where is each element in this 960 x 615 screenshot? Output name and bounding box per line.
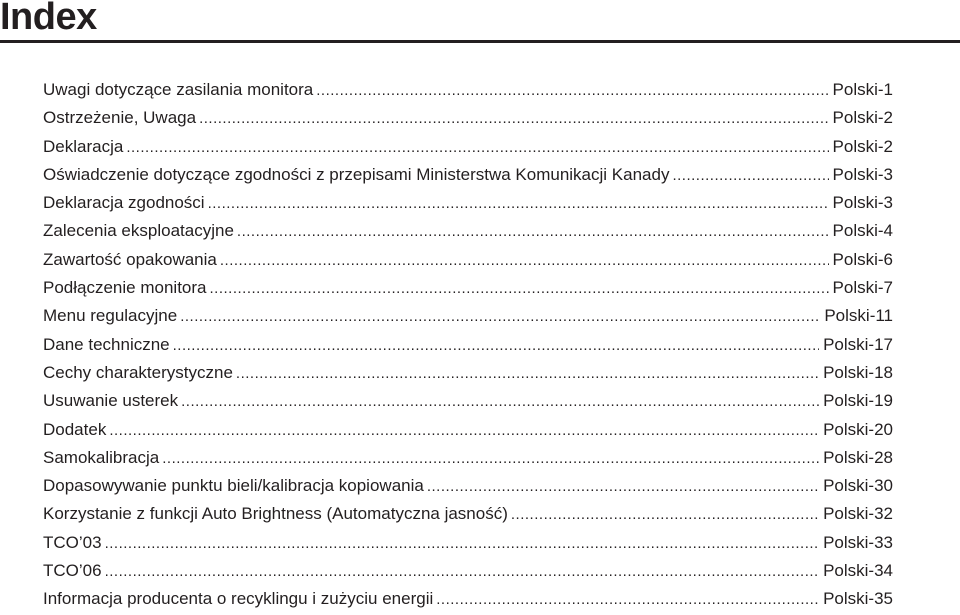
dot-leader <box>173 332 819 360</box>
toc-entry-label: Zalecenia eksploatacyjne <box>43 221 234 241</box>
toc-entry[interactable] <box>43 557 893 585</box>
table-of-contents <box>43 76 893 614</box>
toc-entry-label: Samokalibracja <box>43 447 160 467</box>
dot-leader <box>220 247 829 275</box>
toc-entry[interactable] <box>43 217 893 245</box>
toc-entry[interactable] <box>43 331 893 359</box>
toc-entry-label: Zawartość opakowania <box>43 249 217 269</box>
toc-entry-page: Polski-18 <box>823 362 893 382</box>
toc-entry-page: Polski-20 <box>823 419 893 439</box>
toc-entry-label: Korzystanie z funkcji Auto Brightness (Automatyczna jasność) <box>43 504 508 524</box>
dot-leader <box>316 77 828 105</box>
toc-entry-page: Polski-3 <box>832 164 893 184</box>
toc-entry[interactable] <box>43 500 893 528</box>
dot-leader <box>236 360 819 388</box>
toc-entry[interactable] <box>43 585 893 613</box>
dot-leader <box>199 105 828 133</box>
toc-entry-page: Polski-28 <box>823 447 893 467</box>
toc-entry-page: Polski-19 <box>823 391 893 411</box>
toc-entry-page: Polski-6 <box>832 249 893 269</box>
toc-entry[interactable] <box>43 444 893 472</box>
dot-leader <box>672 162 828 190</box>
toc-entry-label: Dopasowywanie punktu bieli/kalibracja kopiowania <box>43 476 424 496</box>
toc-entry-page: Polski-1 <box>832 80 893 99</box>
toc-entry-page: Polski-33 <box>823 532 893 552</box>
toc-entry-label: Dodatek <box>43 419 107 439</box>
toc-entry-page: Polski-2 <box>832 136 893 156</box>
toc-entry-label: TCO’06 <box>43 561 102 581</box>
toc-entry-label: Cechy charakterystyczne <box>43 362 233 382</box>
page-title: Index <box>0 0 97 38</box>
dot-leader <box>427 473 819 501</box>
toc-entry[interactable] <box>43 359 893 387</box>
toc-entry-page: Polski-17 <box>823 334 893 354</box>
toc-entry-label: Ostrzeżenie, Uwaga <box>43 108 197 128</box>
dot-leader <box>511 501 819 529</box>
toc-entry[interactable] <box>43 529 893 557</box>
toc-entry[interactable] <box>43 302 893 330</box>
toc-entry[interactable] <box>43 274 893 302</box>
toc-entry-page: Polski-11 <box>824 306 893 326</box>
dot-leader <box>105 530 820 558</box>
toc-entry-page: Polski-35 <box>823 589 893 609</box>
dot-leader <box>126 134 828 162</box>
toc-entry-page: Polski-34 <box>823 561 893 581</box>
dot-leader <box>208 190 829 218</box>
toc-entry[interactable] <box>43 472 893 500</box>
dot-leader <box>180 303 820 331</box>
toc-entry-label: Menu regulacyjne <box>43 306 178 326</box>
dot-leader <box>209 275 828 303</box>
toc-entry[interactable] <box>43 76 893 104</box>
toc-entry-label: Deklaracja <box>43 136 124 156</box>
title-divider <box>0 40 960 43</box>
toc-entry-page: Polski-2 <box>832 108 893 128</box>
toc-entry[interactable] <box>43 161 893 189</box>
toc-entry-page: Polski-4 <box>832 221 893 241</box>
toc-entry-label: Informacja producenta o recyklingu i zużyciu energii <box>43 589 434 609</box>
toc-entry[interactable] <box>43 246 893 274</box>
toc-entry[interactable] <box>43 133 893 161</box>
toc-entry-label: Dane techniczne <box>43 334 170 354</box>
toc-entry-label: Uwagi dotyczące zasilania monitora <box>43 80 314 99</box>
dot-leader <box>109 417 819 445</box>
toc-entry-label: TCO’03 <box>43 532 102 552</box>
toc-entry-label: Deklaracja zgodności <box>43 193 205 213</box>
toc-entry[interactable] <box>43 189 893 217</box>
toc-entry[interactable] <box>43 387 893 415</box>
toc-entry-label: Usuwanie usterek <box>43 391 179 411</box>
toc-entry-label: Oświadczenie dotyczące zgodności z przepisami Ministerstwa Komunikacji Kanady <box>43 164 670 184</box>
dot-leader <box>162 445 819 473</box>
dot-leader <box>181 388 819 416</box>
toc-entry-page: Polski-32 <box>823 504 893 524</box>
toc-entry-page: Polski-7 <box>832 278 893 298</box>
toc-entry[interactable] <box>43 104 893 132</box>
toc-entry-page: Polski-30 <box>823 476 893 496</box>
toc-entry-label: Podłączenie monitora <box>43 278 207 298</box>
toc-entry-page: Polski-3 <box>832 193 893 213</box>
dot-leader <box>105 558 820 586</box>
dot-leader <box>237 218 829 246</box>
dot-leader <box>436 586 819 614</box>
toc-entry[interactable] <box>43 416 893 444</box>
